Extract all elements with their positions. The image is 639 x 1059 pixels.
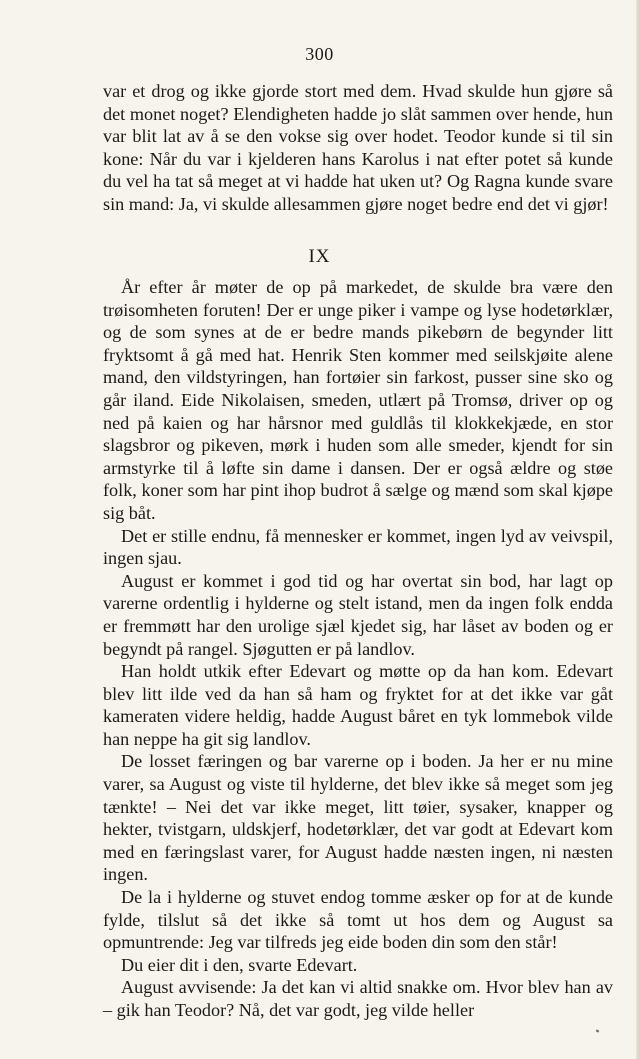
chapter-heading: IX [308,246,331,267]
paragraph: De la i hylderne og stuvet endog tomme æsker op for at de kunde fylde, tilslut så det ikke så tomt ut hos dem og August sa opmuntrende: Jeg var tilfreds jeg eide boden din som den står! [103,887,613,953]
paragraph: var et drog og ikke gjorde stort med dem. Hvad skulde hun gjøre så det monet noget? Elendigheten hadde jo slåt sammen over hende, hun var blit lat av å se den vokse sig over hodet. Teodor kunde si til sin kone: Når du var i kjelderen hans Karolus i nat efter potet så kunde du vel ha tat så meget at vi hadde hat uken ut? Og Ragna kunde svare sin mand: Ja, vi skulde allesammen gjøre noget bedre end det vi gjør! [103,81,613,214]
paragraph: August avvisende: Ja det kan vi altid snakke om. Hvor blev han av – gik han Teodor? Nå, det var godt, jeg vilde heller [103,977,613,1020]
paragraph: Han holdt utkik efter Edevart og møtte op da han kom. Edevart blev litt ilde ved da han så ham og fryktet for at det ikke var gåt kameraten videre heldig, hadde August båret en tyk lommebok vilde han neppe ha git sig landlov. [103,661,613,749]
paragraph: Det er stille endnu, få mennesker er kommet, ingen lyd av veivspil, ingen sjau. [103,525,613,569]
paragraph: August er kommet i god tid og har overtat sin bod, har lagt op varerne ordentlig i hylderne og stelt istand, men da ingen folk endda er fremmøtt har den urolige sjæl kjedet sig, har låset av boden og er begyndt på rangel. Sjøgutten er på landlov. [103,570,613,659]
paragraph: Du eier dit i den, svarte Edevart. [121,954,358,975]
paragraph: År efter år møter de op på markedet, de skulde bra være den trøisomheten foruten! Der er unge piker i vampe og lyse hodetørklær, og de som synes at de er bedre mands pikebørn de begynder litt fryktsomt å gå med hat. Henrik Sten kommer med seilskjøite alene mand, den vildstyringen, han fortøier sin farkost, pusser sine sko og går iland. Eide Nikolaisen, smeden, utlært på Tromsø, driver op og ned på kaien og har hårsnor med guldlås til klokkekjæde, en stor slagsbror og pikeven, mørk i huden som alle smeder, kjendt for sin armstyrke til å løfte sin dame i dansen. Der er også ældre og støe folk, koner som har pint ihop budrot å sælge og mænd som skal kjøpe sig båt. [103,277,613,523]
paper-speck [596,1029,600,1032]
opening-text-block [103,80,613,216]
page-number: 300 [305,44,334,64]
chapter-text-block [103,276,613,1022]
paragraph: De losset færingen og bar varerne op i boden. Ja her er nu mine varer, sa August og viste til hylderne, det blev ikke så meget som jeg tænkte! – Nei det var ikke meget, litt tøier, sysaker, knapper og hekter, tvistgarn, uldskjerf, hodetørklær, det var godt at Edevart kom med en færingslast varer, for August hadde næsten ingen, ni næsten ingen. [103,751,613,885]
